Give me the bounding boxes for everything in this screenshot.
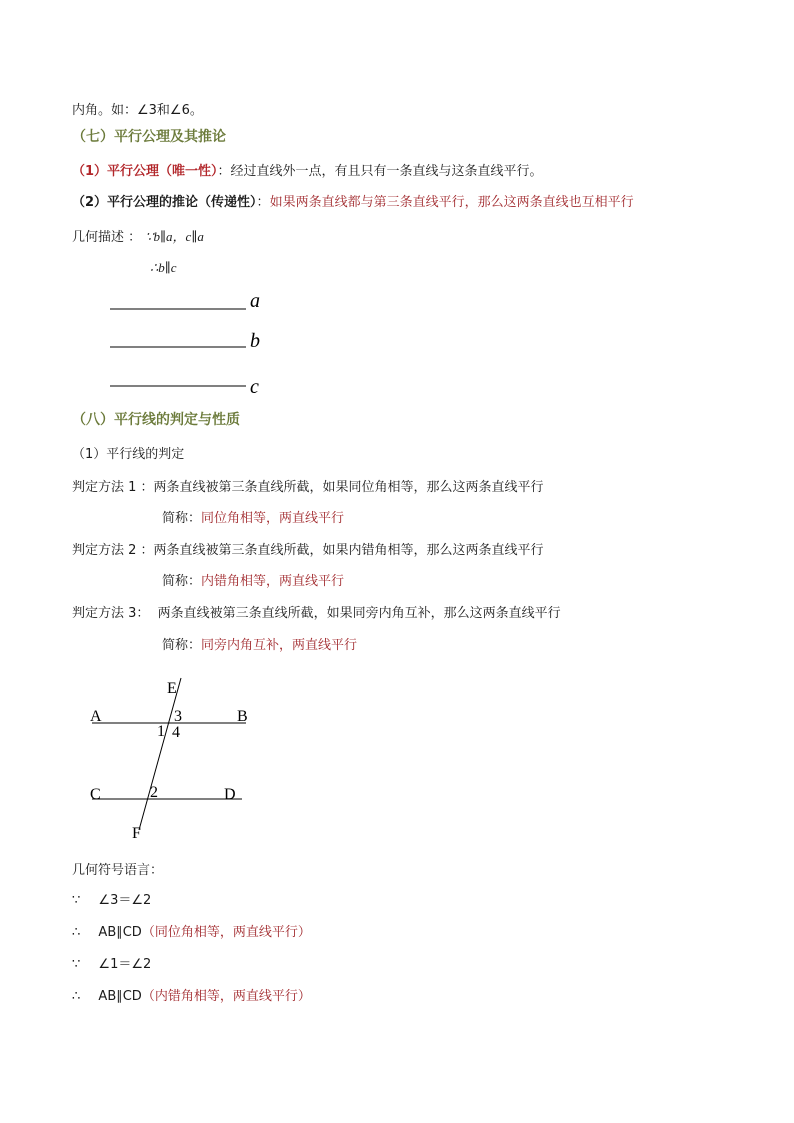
section-8-sub1: （1）平行线的判定	[72, 447, 185, 462]
section-8-title: （八）平行线的判定与性质	[72, 412, 240, 428]
geometry-given: ∵b∥a，c∥a	[145, 229, 204, 244]
proof-4-symbol: ∴	[72, 989, 81, 1004]
proof-1-text: ∠3＝∠2	[98, 893, 152, 908]
method-3-label: 判定方法 3：	[72, 606, 150, 621]
proof-2-text: AB∥CD	[98, 925, 142, 940]
corollary-sep: ：	[256, 195, 270, 210]
method-2-short-text: 内错角相等，两直线平行	[201, 574, 345, 589]
proof-1-symbol: ∵	[72, 893, 81, 908]
proof-line-3	[72, 956, 151, 974]
label-a: a	[250, 290, 260, 312]
method-3-short-label: 简称：	[162, 638, 202, 653]
angle-3: 3	[174, 708, 182, 725]
point-b: B	[237, 708, 248, 725]
method-1-short-label: 简称：	[162, 511, 202, 526]
proof-line-1	[72, 892, 151, 910]
axiom-label: （1）平行公理（唯一性）	[72, 164, 218, 179]
axiom-text: ：经过直线外一点，有且只有一条直线与这条直线平行。	[217, 164, 543, 179]
method-2-short-label: 简称：	[162, 574, 202, 589]
method-1-text: 两条直线被第三条直线所截，如果同位角相等，那么这两条直线平行	[153, 480, 544, 495]
corollary-text: 如果两条直线都与第三条直线平行，那么这两条直线也互相平行	[269, 195, 634, 210]
point-f: F	[132, 825, 141, 842]
proof-line-4	[72, 988, 311, 1006]
proof-2-symbol: ∴	[72, 925, 81, 940]
intro-line: 内角。如：∠3和∠6。	[72, 103, 203, 118]
proof-3-text: ∠1＝∠2	[98, 957, 152, 972]
point-e: E	[167, 680, 177, 697]
proof-2-reason: （同位角相等，两直线平行）	[141, 925, 311, 940]
method-2-label: 判定方法 2 ：	[72, 543, 154, 558]
section-7-title: （七）平行公理及其推论	[72, 129, 226, 145]
method-1-short-text: 同位角相等，两直线平行	[201, 511, 345, 526]
method-3-text: 两条直线被第三条直线所截，如果同旁内角互补，那么这两条直线平行	[157, 606, 561, 621]
point-a: A	[90, 708, 102, 725]
symbol-title: 几何符号语言：	[72, 863, 164, 878]
method-3-short-text: 同旁内角互补，两直线平行	[201, 638, 358, 653]
proof-3-symbol: ∵	[72, 957, 81, 972]
geometry-conclusion: ∴b∥c	[150, 260, 177, 275]
geometry-label: 几何描述 ：	[72, 230, 142, 245]
proof-4-text: AB∥CD	[98, 989, 142, 1004]
label-c: c	[250, 376, 259, 398]
angle-2: 2	[150, 784, 158, 801]
method-2-text: 两条直线被第三条直线所截，如果内错角相等，那么这两条直线平行	[153, 543, 544, 558]
line-ef	[139, 678, 181, 830]
method-1-label: 判定方法 1 ：	[72, 480, 154, 495]
angle-4: 4	[172, 724, 180, 741]
point-d: D	[224, 786, 236, 803]
angle-1: 1	[157, 723, 165, 740]
corollary-label: （2）平行公理的推论（传递性）	[72, 195, 257, 210]
proof-4-reason: （内错角相等，两直线平行）	[141, 989, 311, 1004]
label-b: b	[250, 330, 260, 352]
proof-line-2	[72, 924, 311, 942]
point-c: C	[90, 786, 101, 803]
